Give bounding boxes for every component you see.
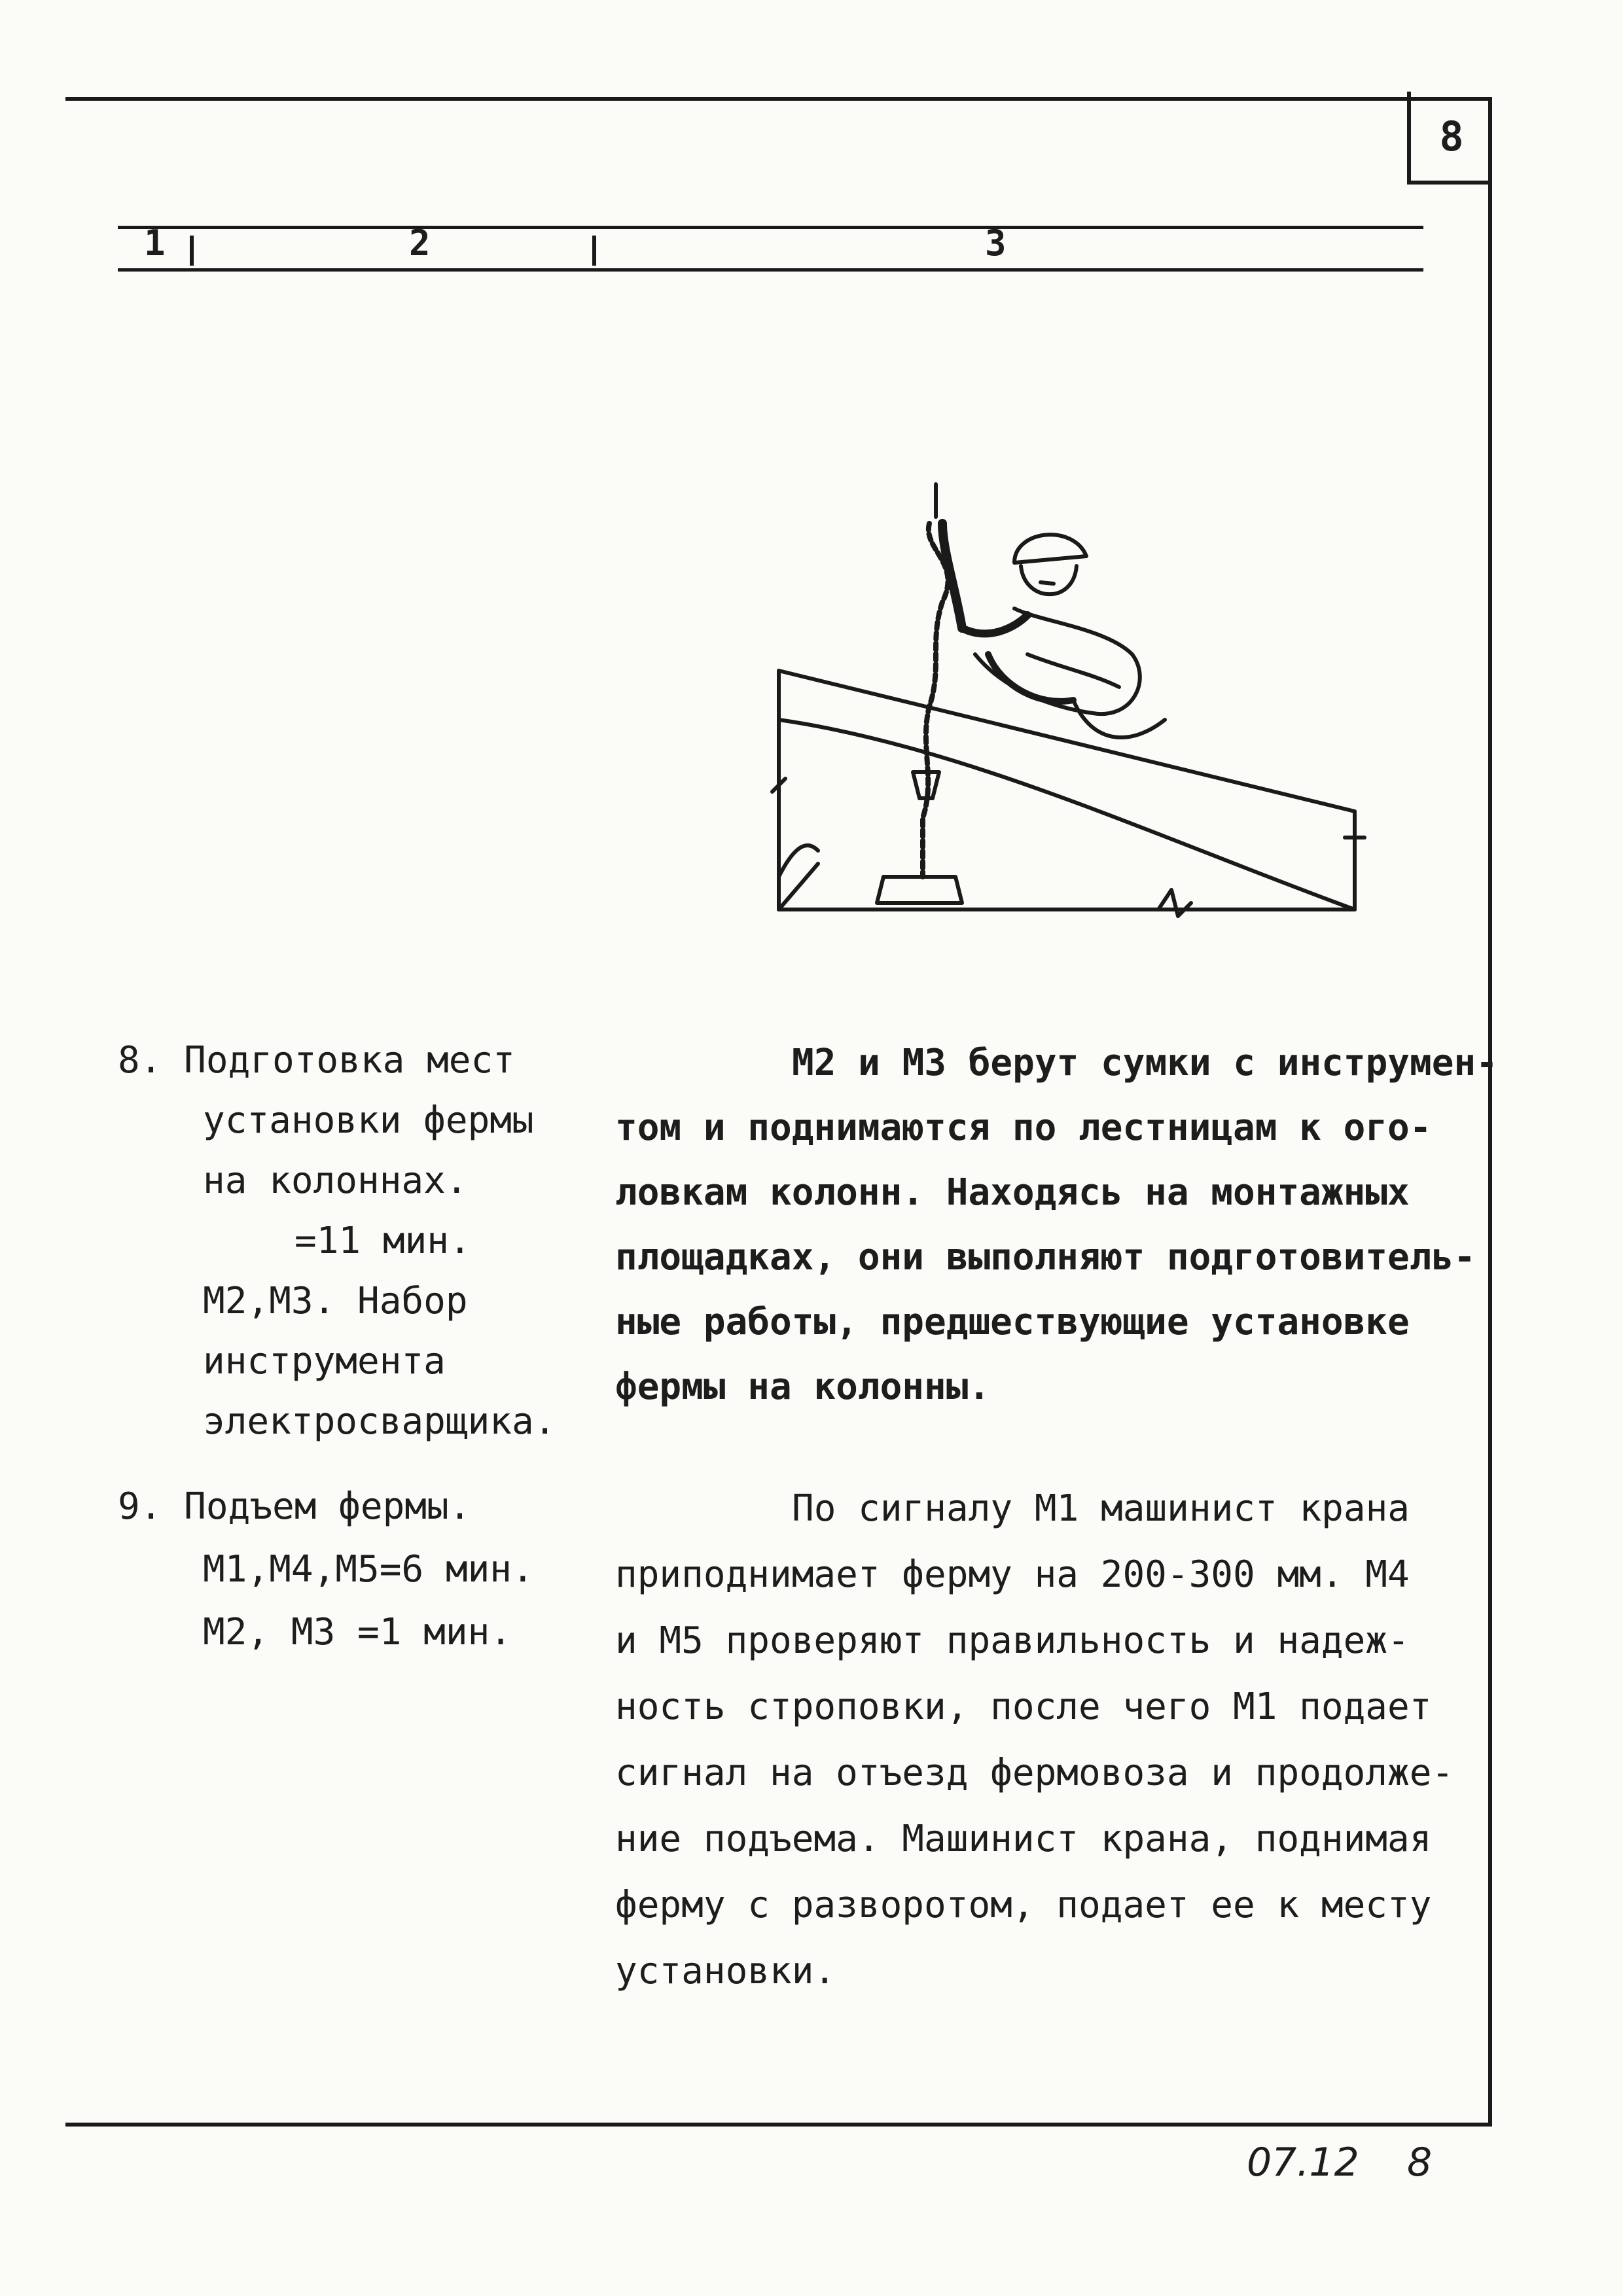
worker-on-truss-illustration bbox=[766, 471, 1381, 929]
column-separator bbox=[592, 236, 596, 266]
column-number-3: 3 bbox=[985, 222, 1007, 264]
column-separator bbox=[190, 236, 194, 266]
item-9-text-line: установки. bbox=[615, 1950, 836, 1992]
item-8-line: на колоннах. bbox=[203, 1159, 468, 1202]
page-number-box bbox=[1407, 92, 1492, 185]
top-border-line bbox=[65, 97, 1492, 101]
item-8-text-line: фермы на колонны. bbox=[615, 1366, 991, 1408]
column-number-2: 2 bbox=[409, 222, 431, 264]
bottom-border-line bbox=[65, 2123, 1492, 2127]
item-9-text-line: сигнал на отъезд фермовоза и продолже- bbox=[615, 1752, 1454, 1794]
item-8-text bbox=[615, 1031, 1498, 1419]
item-9-description bbox=[118, 1475, 589, 1664]
item-8-line: 8. Подготовка мест bbox=[118, 1039, 515, 1082]
item-9-text-line: и М5 проверяют правильность и надеж- bbox=[615, 1619, 1410, 1662]
item-9-text-line: приподнимает ферму на 200-300 мм. М4 bbox=[615, 1553, 1410, 1596]
item-9-text-line: По сигналу М1 машинист крана bbox=[792, 1487, 1410, 1530]
column-number-1: 1 bbox=[144, 222, 166, 264]
column-header-top-rule bbox=[118, 226, 1423, 229]
item-8-text-line: ловкам колонн. Находясь на монтажных bbox=[615, 1171, 1410, 1214]
item-8-line: инструмента bbox=[203, 1340, 446, 1383]
item-8-text-line: том и поднимаются по лестницам к ого- bbox=[615, 1106, 1432, 1149]
item-9-text-line: ние подъема. Машинист крана, поднимая bbox=[615, 1818, 1432, 1860]
item-9-line: 9. Подъем фермы. bbox=[118, 1485, 471, 1528]
sheet-number: 8 bbox=[1407, 2140, 1433, 2185]
column-header-bottom-rule bbox=[118, 268, 1423, 272]
item-9-duration: М2, М3 =1 мин. bbox=[203, 1611, 512, 1653]
item-8-duration: =11 мин. bbox=[294, 1220, 471, 1262]
item-8-text-line: ные работы, предшествующие установке bbox=[615, 1301, 1410, 1343]
item-8-line: электросварщика. bbox=[203, 1400, 556, 1443]
item-8-line: установки фермы bbox=[203, 1099, 534, 1142]
item-9-text-line: ность строповки, после чего М1 подает bbox=[615, 1686, 1432, 1728]
item-8-text-line: М2 и М3 берут сумки с инструмен- bbox=[792, 1042, 1498, 1084]
page-number: 8 bbox=[1439, 112, 1464, 160]
item-9-text-line: ферму с разворотом, подает ее к месту bbox=[615, 1884, 1432, 1926]
item-9-duration: М1,М4,М5=6 мин. bbox=[203, 1548, 534, 1591]
document-code: 07.12 bbox=[1247, 2140, 1359, 2185]
right-border-line bbox=[1488, 97, 1492, 2125]
item-9-text bbox=[615, 1475, 1466, 2004]
item-8-text-line: площадках, они выполняют подготовитель- bbox=[615, 1236, 1476, 1279]
item-8-line: М2,М3. Набор bbox=[203, 1280, 468, 1322]
item-8-description bbox=[118, 1031, 589, 1452]
